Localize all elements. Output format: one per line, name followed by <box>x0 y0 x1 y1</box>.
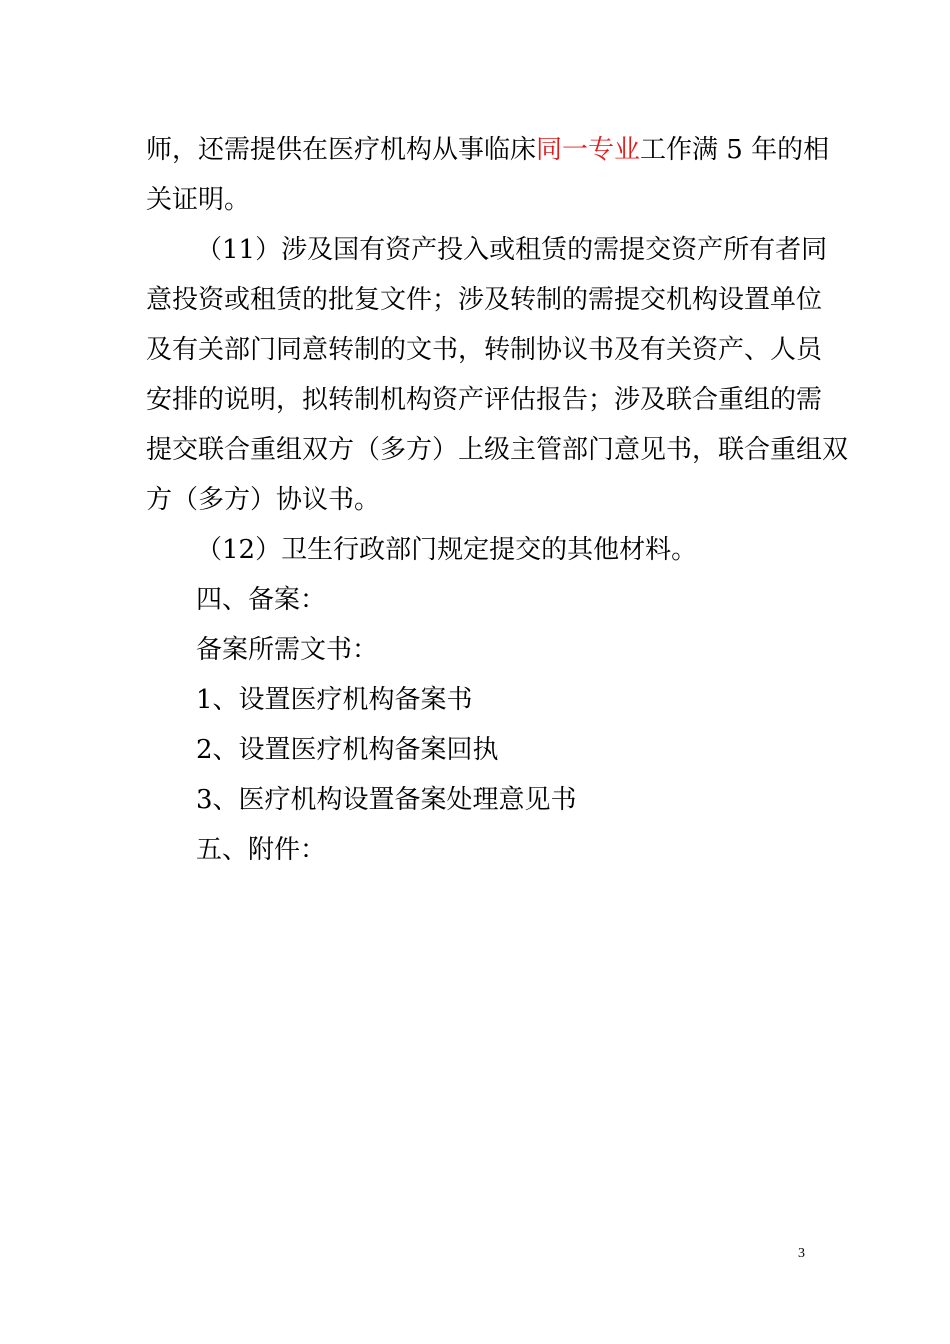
highlighted-text: 同一专业 <box>536 135 641 165</box>
list-item: 3、医疗机构设置备案处理意见书 <box>196 785 577 815</box>
page-number: 3 <box>798 1246 805 1261</box>
paragraph-line-1 <box>146 134 830 166</box>
text-segment: 师，还需提供在医疗机构从事临床 <box>146 135 537 165</box>
item-11-line-2: 意投资或租赁的批复文件；涉及转制的需提交机构设置单位 <box>146 285 823 315</box>
item-11-line-6: 方（多方）协议书。 <box>146 485 381 515</box>
section-heading-attachments: 五、附件： <box>196 835 327 865</box>
filing-documents-label: 备案所需文书： <box>196 635 379 665</box>
paragraph-line-2: 关证明。 <box>146 185 251 215</box>
item-11-line-4: 安排的说明，拟转制机构资产评估报告；涉及联合重组的需 <box>146 385 823 415</box>
item-11-line-1: （11）涉及国有资产投入或租赁的需提交资产所有者同 <box>196 235 828 265</box>
item-11-line-3: 及有关部门同意转制的文书，转制协议书及有关资产、人员 <box>146 335 823 365</box>
section-heading-filing: 四、备案： <box>196 585 327 615</box>
list-item: 2、设置医疗机构备案回执 <box>196 735 499 765</box>
text-segment: 工作满 5 年的相 <box>640 135 830 165</box>
item-11-line-5: 提交联合重组双方（多方）上级主管部门意见书，联合重组双 <box>146 435 849 465</box>
item-12-line: （12）卫生行政部门规定提交的其他材料。 <box>196 535 698 565</box>
list-item: 1、设置医疗机构备案书 <box>196 685 473 715</box>
